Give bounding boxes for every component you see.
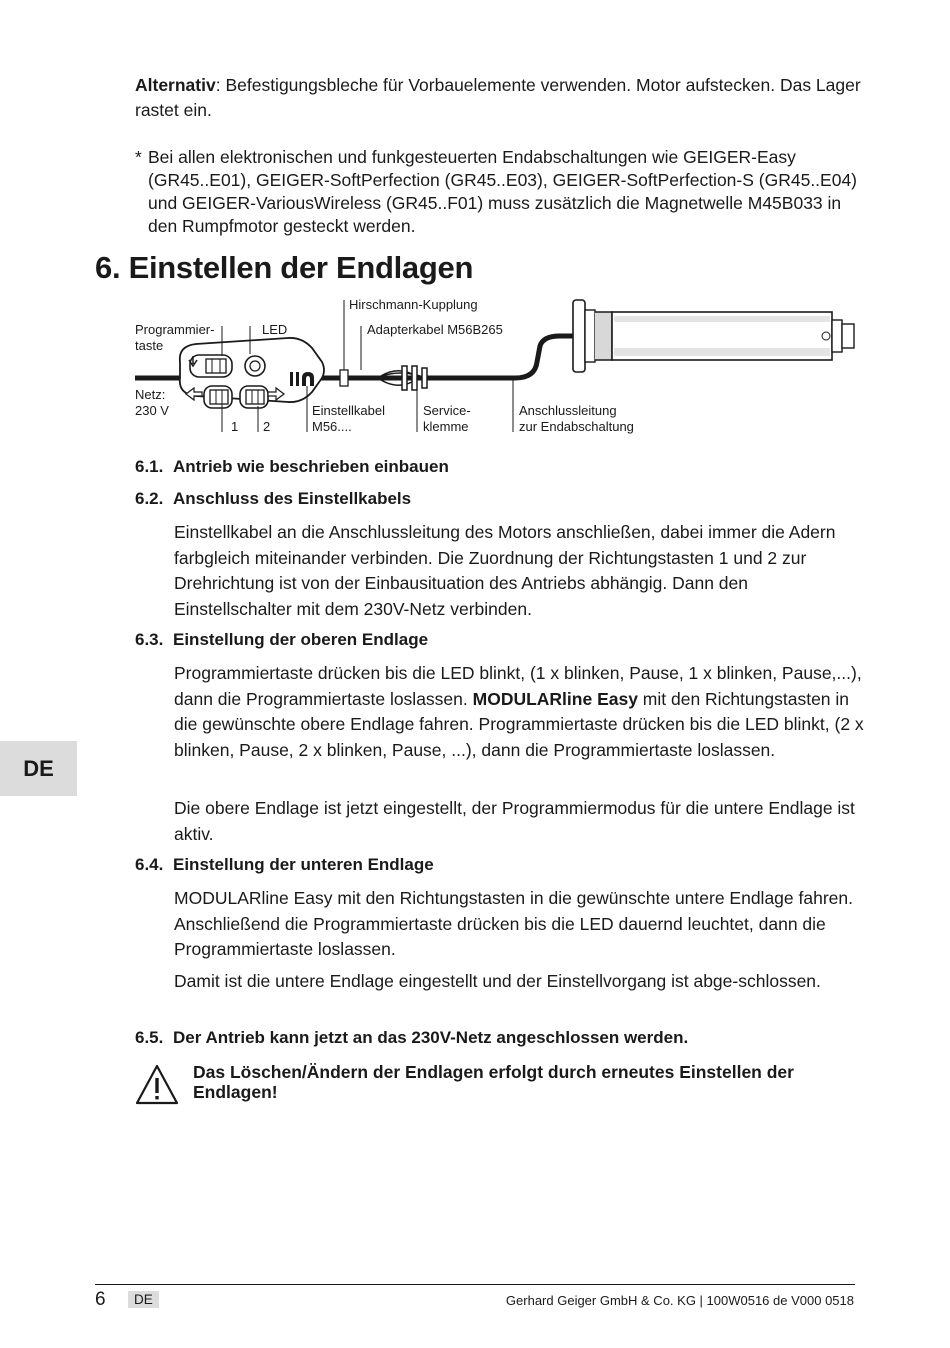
- warning-icon: [135, 1063, 179, 1107]
- step-number: 6.1.: [135, 457, 164, 476]
- warning-text: Das Löschen/Ändern der Endlagen erfolgt durch erneutes Einstellen der Endlagen!: [193, 1062, 794, 1102]
- footer-language-badge: DE: [128, 1291, 159, 1308]
- step-6-3-paragraph-2: Die obere Endlage ist jetzt eingestellt, der Programmiermodus für die untere Endlage ist aktiv.: [174, 798, 855, 844]
- label-key-1: 1: [231, 419, 239, 434]
- label-service-1: Service-: [423, 403, 471, 418]
- step-title: Einstellung der oberen Endlage: [173, 630, 429, 649]
- footer-imprint: Gerhard Geiger GmbH & Co. KG | 100W0516 de V000 0518: [505, 1293, 854, 1308]
- step-6-1-heading: [135, 457, 449, 477]
- label-key-2: 2: [263, 419, 271, 434]
- step-title: Anschluss des Einstellkabels: [173, 489, 412, 508]
- footnote-text: Bei allen elektronischen und funkgesteuerten Endabschaltungen wie GEIGER-Easy (GR45..E01), GEIGER-SoftPerfection (GR45..E03), GEIGER-SoftPerfection-S (GR45..E04) und GEIGER-VariousWireless (GR45..F01) muss zusätzlich die Magnetwelle M45B033 in den Rumpfmotor gesteckt werden.: [148, 147, 858, 236]
- intro-text: : Befestigungsbleche für Vorbauelemente verwenden. Motor aufstecken. Das Lager rastet ein.: [135, 75, 861, 120]
- label-netz-2: 230 V: [135, 403, 169, 418]
- step-6-4-heading: [135, 855, 434, 875]
- step-6-4-paragraph-2: Damit ist die untere Endlage eingestellt und der Einstellvorgang ist abge-schlossen.: [174, 971, 821, 991]
- step-number: 6.2.: [135, 489, 164, 508]
- program-key: [189, 355, 232, 377]
- label-adapterkabel: Adapterkabel M56B265: [367, 322, 503, 337]
- step-6-5-heading: [135, 1028, 688, 1048]
- footnote-marker: *: [135, 147, 142, 167]
- step-title: Der Antrieb kann jetzt an das 230V-Netz angeschlossen werden.: [173, 1028, 689, 1047]
- label-service-2: klemme: [423, 419, 469, 434]
- step-6-3-heading: [135, 630, 428, 650]
- product-name: MODULARline Easy: [472, 688, 638, 709]
- motor: [573, 300, 854, 372]
- text-run: Programmiertaste drücken bis die LED blinkt, (1 x blinken, Pause, 1 x blinken, Pause,...), dann die Programmiertaste loslassen.: [174, 663, 862, 709]
- label-anschluss-2: zur Endabschaltung: [519, 419, 634, 434]
- direction-key-2: [240, 386, 284, 408]
- label-led: LED: [262, 322, 288, 337]
- step-number: 6.5.: [135, 1028, 164, 1047]
- controller-housing: [180, 338, 324, 408]
- footnote: [135, 146, 865, 238]
- label-einstellkabel-2: M56....: [312, 419, 352, 434]
- step-6-4-paragraph-1: MODULARline Easy mit den Richtungstasten in die gewünschte untere Endlage fahren. Anschließend die Programmiertaste drücken bis die LED dauernd leuchtet, dann die Programmiertaste loslassen.: [174, 888, 853, 959]
- label-einstellkabel-1: Einstellkabel: [312, 403, 385, 418]
- step-title: Antrieb wie beschrieben einbauen: [173, 457, 449, 476]
- label-hirschmann: Hirschmann-Kupplung: [349, 297, 478, 312]
- step-6-3-paragraph-1: [174, 661, 864, 763]
- hirschmann-coupling: [340, 370, 348, 386]
- text-run: mit den Richtungstasten in die gewünschte obere Endlage fahren. Programmiertaste drücken bis die LED blinkt, (2 x blinken, Pause, 2 x blinken, Pause, ...), dann die Programmiertaste loslassen.: [174, 688, 864, 760]
- intro-label: Alternativ: [135, 75, 216, 95]
- label-programmier-2: taste: [135, 338, 164, 353]
- section-heading: 6. Einstellen der Endlagen: [95, 250, 474, 285]
- label-anschluss-1: Anschlussleitung: [519, 403, 617, 418]
- step-title: Einstellung der unteren Endlage: [173, 855, 434, 874]
- intro-paragraph: [135, 73, 865, 123]
- page-number: 6: [95, 1289, 106, 1310]
- language-side-tab-label: DE: [23, 756, 54, 781]
- direction-key-1: [186, 386, 232, 408]
- step-6-2-heading: [135, 489, 411, 509]
- wiring-diagram: [0, 290, 950, 450]
- step-6-2-paragraph: Einstellkabel an die Anschlussleitung des Motors anschließen, dabei immer die Adern farbgleich miteinander verbinden. Die Zuordnung der Richtungstasten 1 und 2 zur Drehrichtung ist von der Einbausituation des Antriebs abhängig. Dann den Einstellschalter mit dem 230V-Netz verbinden.: [174, 522, 836, 619]
- language-side-tab: [0, 741, 77, 796]
- label-netz-1: Netz:: [135, 387, 166, 402]
- step-number: 6.4.: [135, 855, 164, 874]
- footer-divider: [95, 1284, 855, 1285]
- label-programmier-1: Programmier-: [135, 322, 215, 337]
- step-number: 6.3.: [135, 630, 164, 649]
